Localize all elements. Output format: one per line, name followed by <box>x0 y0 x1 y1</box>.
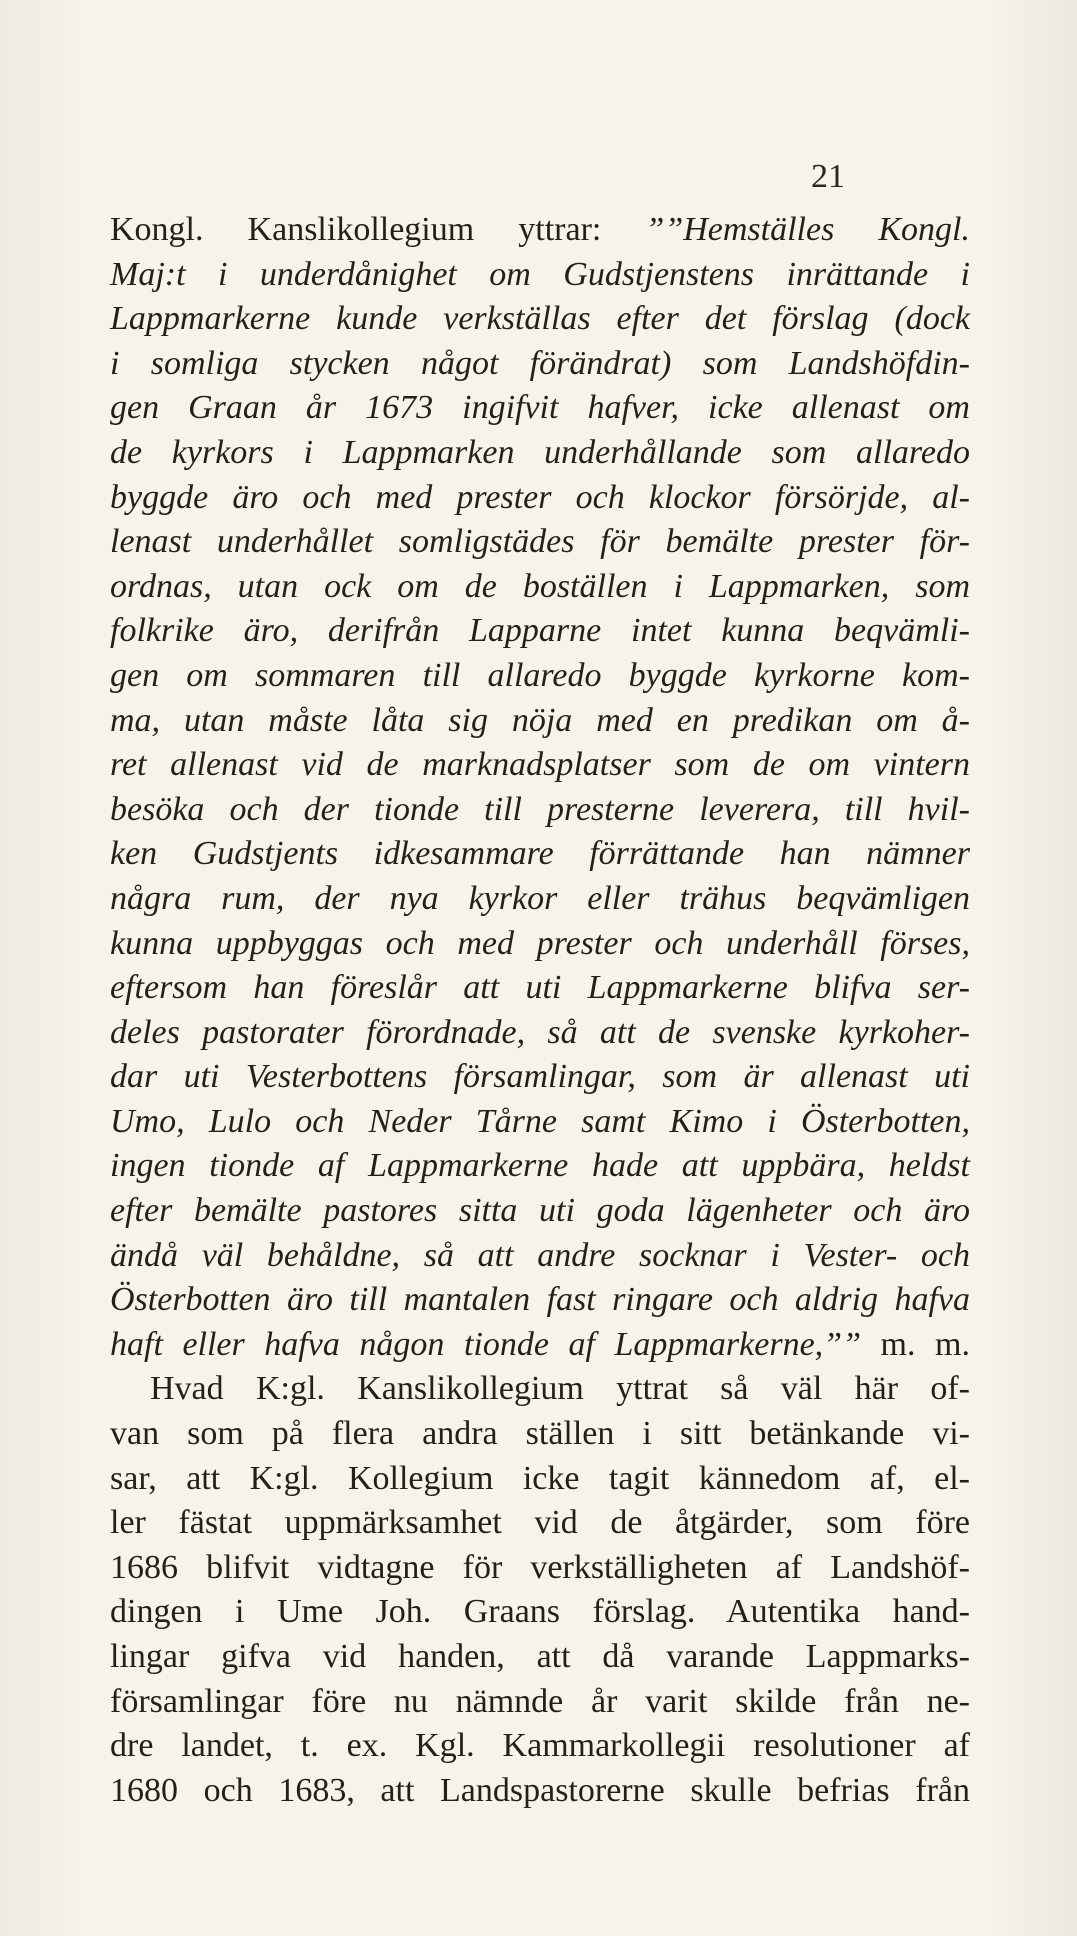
roman-text: m. m. <box>861 1325 970 1363</box>
text-line <box>110 253 970 298</box>
text-line <box>110 1011 970 1056</box>
text-line <box>110 342 970 387</box>
roman-text: dre landet, t. ex. Kgl. Kammarkollegii resolutioner af <box>110 1727 970 1765</box>
text-line <box>110 654 970 699</box>
text-line <box>110 1501 970 1546</box>
italic-text: ändå väl behåldne, så att andre socknar i Vester- och <box>110 1236 970 1274</box>
text-line <box>110 1680 970 1725</box>
italic-text: eftersom han föreslår att uti Lappmarkerne blifva ser- <box>110 969 970 1007</box>
text-line <box>110 1724 970 1769</box>
italic-text: dar uti Vesterbottens församlingar, som är allenast uti <box>110 1058 970 1096</box>
italic-text: de kyrkors i Lappmarken underhållande som allaredo <box>110 433 970 471</box>
italic-text: deles pastorater förordnade, så att de svenske kyrkoher- <box>110 1013 970 1051</box>
roman-text: ler fästat uppmärksamhet vid de åtgärder, som före <box>110 1504 970 1542</box>
roman-text: sar, att K:gl. Kollegium icke tagit kännedom af, el- <box>110 1459 970 1497</box>
text-line <box>110 565 970 610</box>
text-line <box>110 1278 970 1323</box>
text-line <box>110 476 970 521</box>
roman-text: dingen i Ume Joh. Graans förslag. Autentika hand- <box>110 1593 970 1631</box>
italic-text: ma, utan måste låta sig nöja med en predikan om å- <box>110 701 970 739</box>
text-line <box>110 1234 970 1279</box>
italic-text: haft eller hafva någon tionde af Lappmarkerne,”” <box>110 1325 861 1363</box>
text-line <box>110 1769 970 1814</box>
italic-text: några rum, der nya kyrkor eller trähus beqvämligen <box>110 879 970 917</box>
text-line <box>110 1367 970 1412</box>
italic-text: kunna uppbyggas och med prester och underhåll förses, <box>110 924 970 962</box>
text-line <box>110 1590 970 1635</box>
text-line <box>110 520 970 565</box>
text-line <box>110 208 970 253</box>
italic-text: byggde äro och med prester och klockor försörjde, al- <box>110 478 970 516</box>
text-line <box>110 1457 970 1502</box>
italic-text: ordnas, utan ock om de boställen i Lappmarken, som <box>110 567 970 605</box>
italic-text: ingen tionde af Lappmarkerne hade att uppbära, heldst <box>110 1147 970 1185</box>
italic-text: Umo, Lulo och Neder Tårne samt Kimo i Österbotten, <box>110 1102 970 1140</box>
italic-text: Maj:t i underdånighet om Gudstjenstens inrättande i <box>110 255 970 293</box>
italic-text: folkrike äro, derifrån Lapparne intet kunna beqvämli- <box>110 612 970 650</box>
text-line <box>110 1323 970 1368</box>
text-line <box>110 609 970 654</box>
text-line <box>110 1144 970 1189</box>
text-line <box>110 922 970 967</box>
text-line <box>110 1412 970 1457</box>
roman-text: 1680 och 1683, att Landspastorerne skulle befrias från <box>110 1771 970 1809</box>
text-line <box>110 1189 970 1234</box>
italic-text: ret allenast vid de marknadsplatser som de om vintern <box>110 746 970 784</box>
italic-text: efter bemälte pastores sitta uti goda lägenheter och äro <box>110 1192 970 1230</box>
roman-text: lingar gifva vid handen, att då varande Lappmarks- <box>110 1638 970 1675</box>
text-line <box>110 966 970 1011</box>
italic-text: Österbotten äro till mantalen fast ringare och aldrig hafva <box>110 1281 970 1319</box>
roman-text: Hvad K:gl. Kanslikollegium yttrat så väl här of- <box>150 1370 970 1408</box>
roman-text: Kongl. Kanslikollegium yttrar: <box>110 211 646 248</box>
text-line <box>110 743 970 788</box>
roman-text: 1686 blifvit vidtagne för verkställigheten af Landshöf- <box>110 1548 970 1586</box>
italic-text: gen Graan år 1673 ingifvit hafver, icke allenast om <box>110 389 970 427</box>
italic-text: gen om sommaren till allaredo byggde kyrkorne kom- <box>110 656 970 694</box>
italic-text: i somliga stycken något förändrat) som Landshöfdin- <box>110 344 970 382</box>
text-line <box>110 1055 970 1100</box>
text-line <box>110 699 970 744</box>
page-number: 21 <box>811 158 845 195</box>
italic-text: besöka och der tionde till presterne leverera, till hvil- <box>110 790 970 828</box>
text-line <box>110 1635 970 1680</box>
text-line <box>110 1546 970 1591</box>
text-line <box>110 832 970 877</box>
italic-text: lenast underhållet somligstädes för bemälte prester för- <box>110 523 970 561</box>
roman-text: församlingar före nu nämnde år varit skilde från ne- <box>110 1682 970 1720</box>
italic-text: ken Gudstjents idkesammare förrättande han nämner <box>110 835 970 873</box>
text-line <box>110 431 970 476</box>
text-line <box>110 297 970 342</box>
italic-text: ””Hemställes Kongl. <box>645 211 970 248</box>
body-text <box>110 208 970 1813</box>
text-line <box>110 877 970 922</box>
text-line <box>110 386 970 431</box>
roman-text: van som på flera andra ställen i sitt betänkande vi- <box>110 1415 970 1453</box>
text-line <box>110 788 970 833</box>
text-line <box>110 1100 970 1145</box>
italic-text: Lappmarkerne kunde verkställas efter det förslag (dock <box>110 300 970 338</box>
